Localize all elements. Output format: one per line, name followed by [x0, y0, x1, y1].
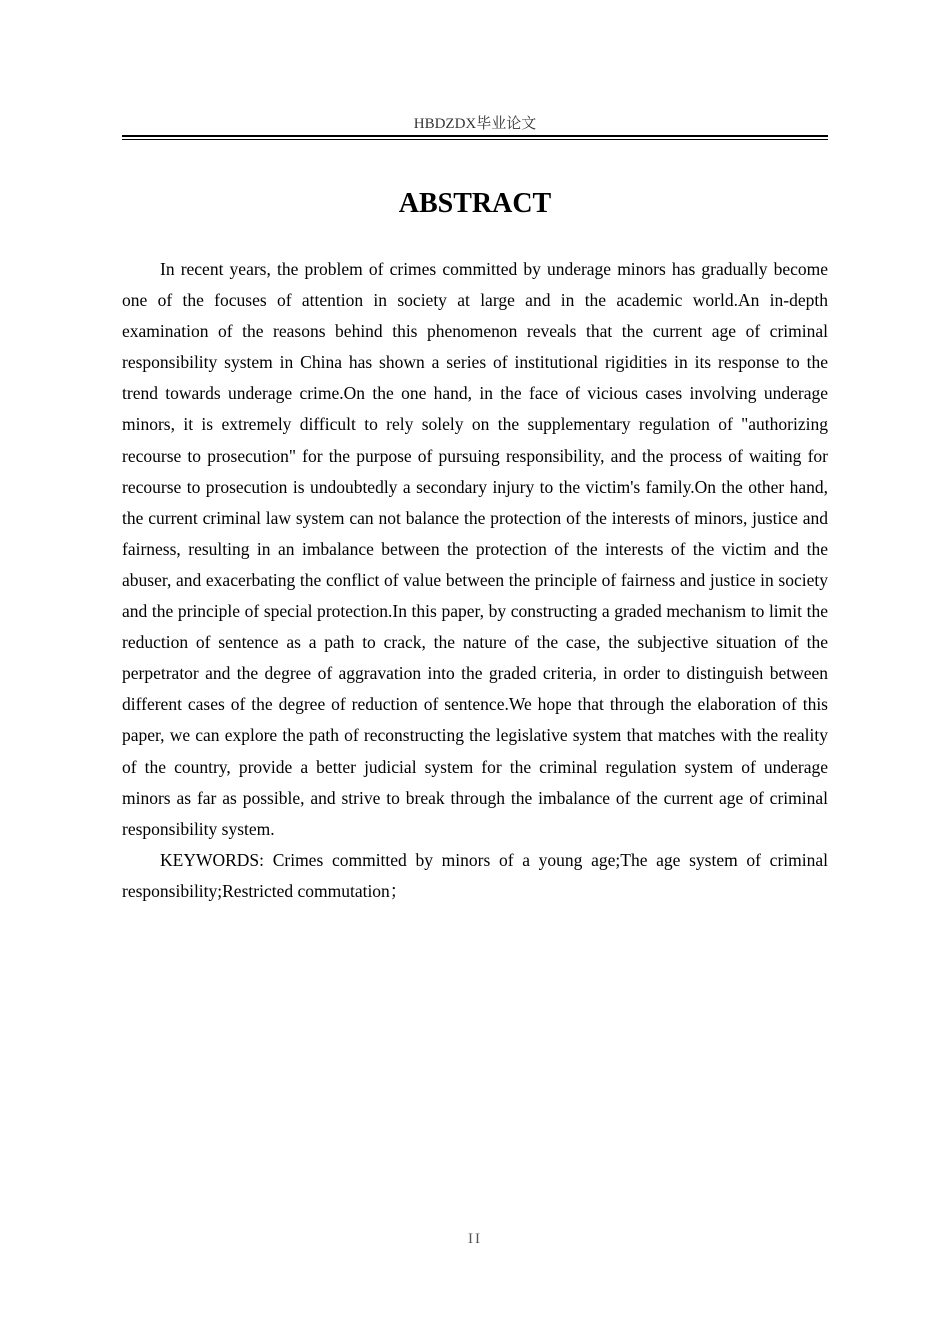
abstract-paragraph: In recent years, the problem of crimes committed by underage minors has gradually become one of the focuses of attention in society at large and in the academic world.An in-depth examination of the reasons behind this phenomenon reveals that the current age of criminal responsibility system in China has shown a series of institutional rigidities in its response to the trend towards underage crime.On the one hand, in the face of vicious cases involving underage minors, it is extremely difficult to rely solely on the supplementary regulation of "authorizing recourse to prosecution" for the purpose of pursuing responsibility, and the process of waiting for recourse to prosecution is undoubtedly a secondary injury to the victim's family.On the other hand, the current criminal law system can not balance the protection of the interests of minors, justice and fairness, resulting in an imbalance between the protection of the interests of the victim and the abuser, and exacerbating the conflict of value between the principle of fairness and justice in society and the principle of special protection.In this paper, by constructing a graded mechanism to limit the reduction of sentence as a path to crack, the nature of the case, the subjective situation of the perpetrator and the degree of aggravation into the graded criteria, in order to distinguish between different cases of the degree of reduction of sentence.We hope that through the elaboration of this paper, we can explore the path of reconstructing the legislative system that matches with the reality of the country, provide a better judicial system for the criminal regulation system of underage minors as far as possible, and strive to break through the imbalance of the current age of criminal responsibility system.	[122, 259, 828, 839]
header-rule-thick	[122, 135, 828, 137]
keywords-paragraph: KEYWORDS: Crimes committed by minors of a young age;The age system of criminal responsibility;Restricted commutation；	[122, 849, 828, 901]
page-number: II	[468, 1231, 482, 1247]
header-rule-thin	[122, 139, 828, 140]
abstract-body	[122, 254, 828, 907]
abstract-title: ABSTRACT	[398, 188, 552, 219]
running-header: HBDZDX毕业论文	[413, 116, 537, 132]
